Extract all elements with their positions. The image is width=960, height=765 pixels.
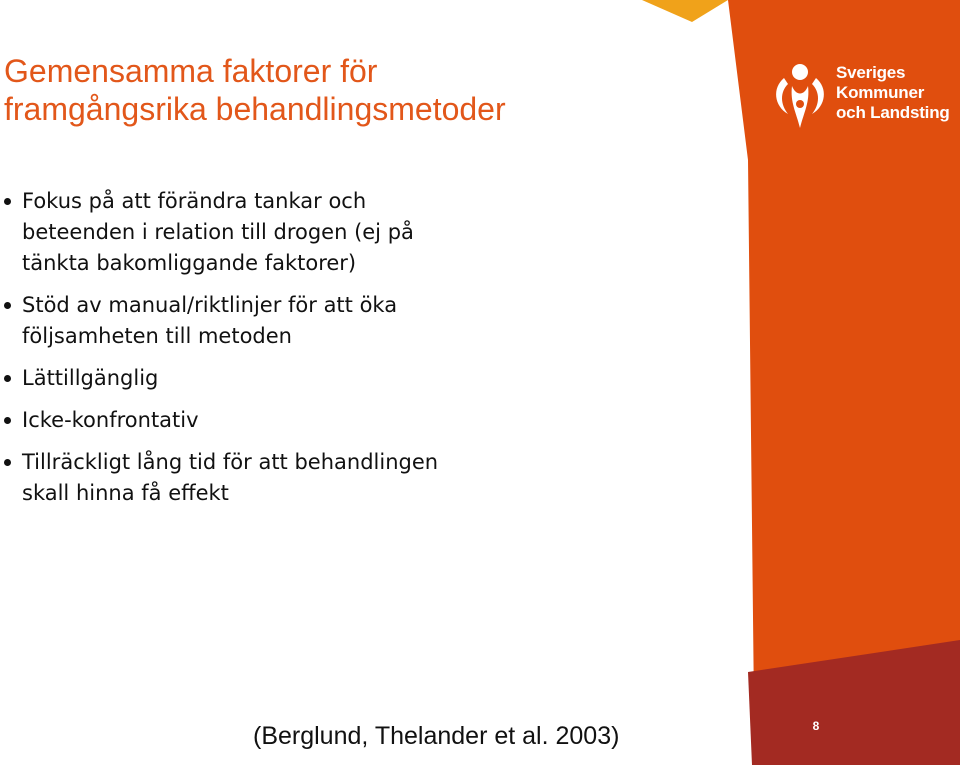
bullet-line: Stöd av manual/riktlinjer för att öka — [22, 293, 398, 317]
logo-wordmark — [836, 63, 950, 123]
bullet-dot-icon — [4, 198, 11, 205]
bullet-line: Tillräckligt lång tid för att behandlingen — [22, 450, 439, 474]
title-line-1: Gemensamma faktorer för — [4, 53, 378, 89]
bullet-item — [0, 363, 720, 394]
logo-line-1: Sveriges — [836, 63, 906, 82]
page-number: 8 — [812, 719, 820, 733]
bullet-line: Lättillgänglig — [22, 366, 159, 390]
bullet-dot-icon — [4, 459, 11, 466]
title-line-2: framgångsrika behandlingsmetoder — [4, 91, 506, 127]
citation: (Berglund, Thelander et al. 2003) — [253, 722, 620, 750]
bullet-line: beteenden i relation till drogen (ej på — [22, 220, 414, 244]
band-yellow-corner — [642, 0, 728, 22]
bullet-dot-icon — [4, 417, 11, 424]
logo-emblem-icon — [770, 62, 830, 132]
bullet-line: skall hinna få effekt — [22, 481, 229, 505]
bullet-line: Icke-konfrontativ — [22, 408, 199, 432]
bullet-list — [0, 186, 720, 520]
bullet-line: följsamheten till metoden — [22, 324, 292, 348]
bullet-item — [0, 405, 720, 436]
bullet-dot-icon — [4, 375, 11, 382]
bullet-line: tänkta bakomliggande faktorer) — [22, 251, 357, 275]
slide-title — [4, 52, 704, 128]
bullet-line: Fokus på att förändra tankar och — [22, 189, 367, 213]
bullet-item — [0, 447, 720, 509]
bullet-dot-icon — [4, 302, 11, 309]
logo-line-3: och Landsting — [836, 103, 950, 122]
bullet-item — [0, 186, 720, 279]
skl-logo — [770, 62, 955, 132]
bullet-item — [0, 290, 720, 352]
logo-line-2: Kommuner — [836, 83, 925, 102]
